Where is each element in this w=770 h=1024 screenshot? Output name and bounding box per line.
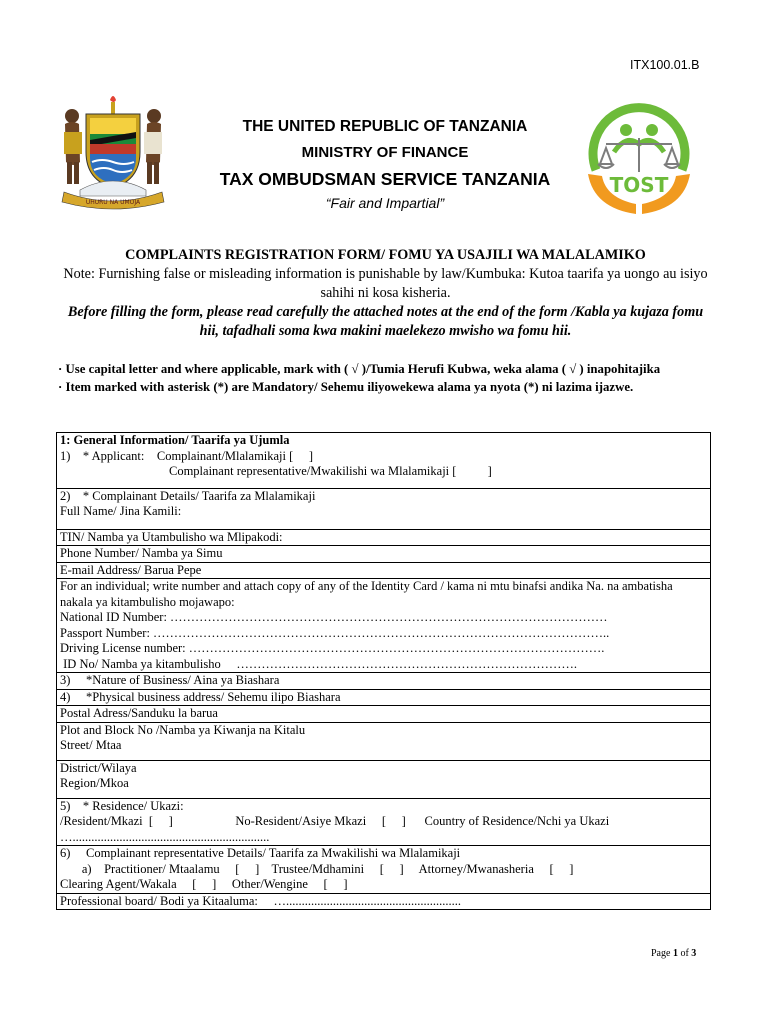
complaint-form-table <box>56 432 711 910</box>
applicant-representative-option[interactable]: Complainant representative/Mwakilishi wa Mlalamikaji [ ] <box>169 464 492 478</box>
full-name-field[interactable]: Full Name/ Jina Kamili: <box>60 504 182 518</box>
section-complainant-details <box>57 488 711 529</box>
instruction-capital-letters: · Use capital letter and where applicable, mark with ( √ )/Tumia Herufi Kubwa, weka alama ( √ ) inapohitajika <box>58 362 661 376</box>
nature-of-business-field[interactable]: 3) *Nature of Business/ Aina ya Biashara <box>57 673 711 690</box>
shield <box>86 114 140 188</box>
section-1-title: 1: General Information/ Taarifa ya Ujumla <box>60 433 290 447</box>
plot-block-field[interactable]: Plot and Block No /Namba ya Kiwanja na Kitalu <box>60 722 306 737</box>
residence-options[interactable]: /Resident/Mkazi [ ] No-Resident/Asiye Mkazi [ ] Country of Residence/Nchi ya Ukazi <box>60 814 610 828</box>
driving-license-field[interactable]: Driving License number: ………………………………………………………………………………………. <box>60 641 605 655</box>
instructions-list <box>58 360 713 396</box>
intro-block <box>58 246 713 341</box>
clearing-agent-other-options[interactable]: Clearing Agent/Wakala [ ] Other/Wengine [ ] <box>60 877 348 891</box>
tost-logo <box>578 92 700 227</box>
header-ministry: MINISTRY OF FINANCE <box>301 144 469 161</box>
plot-street-block <box>57 722 711 760</box>
tost-wordmark: TOST <box>609 173 669 197</box>
section-5-title: 5) * Residence/ Ukazi: <box>60 798 184 813</box>
header-republic: THE UNITED REPUBLIC OF TANZANIA <box>242 118 528 135</box>
page-number <box>651 948 696 959</box>
instruction-mandatory-fields: · Item marked with asterisk (*) are Mandatory/ Sehemu iliyowekewa alama ya nyota (*) ni lazima ijazwe. <box>58 380 634 394</box>
id-number-field[interactable]: ID No/ Namba ya kitambulisho ………………………………………………………………………. <box>60 656 577 671</box>
country-of-residence-dots[interactable]: …............................................................... <box>60 829 270 844</box>
form-code: ITX100.01.B <box>630 58 700 72</box>
read-notes-instruction: Before filling the form, please read carefully the attached notes at the end of the form /Kabla ya kujaza fomu hii, tafadhali soma kwa makini maelekezo mwisho wa fomu hii. <box>67 304 704 339</box>
region-field[interactable]: Region/Mkoa <box>60 776 129 790</box>
passport-field[interactable]: Passport Number: ……………………………………………………………………………………………….. <box>60 625 610 640</box>
phone-field[interactable]: Phone Number/ Namba ya Simu <box>57 546 711 563</box>
page-of: of <box>677 948 692 959</box>
representative-type-options[interactable]: a) Practitioner/ Mtaalamu [ ] Trustee/Mdhamini [ ] Attorney/Mwanasheria [ ] <box>60 861 574 876</box>
identity-card-block <box>57 579 711 673</box>
header-organization: TAX OMBUDSMAN SERVICE TANZANIA <box>219 169 551 189</box>
tin-field[interactable]: TIN/ Namba ya Utambulisho wa Mlipakodi: <box>57 529 711 546</box>
section-general-info <box>57 433 711 489</box>
page-label: Page <box>651 948 673 959</box>
scales-icon <box>598 138 680 172</box>
district-region-block <box>57 760 711 798</box>
district-field[interactable]: District/Wilaya <box>60 760 137 775</box>
residence-block <box>57 798 711 846</box>
current-page: 1 <box>672 948 678 959</box>
coat-of-arms-emblem <box>52 92 174 214</box>
applicant-complainant-option[interactable]: 1) * Applicant: Complainant/Mlalamikaji [ ] <box>60 448 314 463</box>
representative-details-block <box>57 846 711 894</box>
professional-board-field[interactable]: Professional board/ Bodi ya Kitaaluma: …........................................................ <box>57 893 711 910</box>
email-field[interactable]: E-mail Address/ Barua Pepe <box>57 562 711 579</box>
business-address-title: 4) *Physical business address/ Sehemu ilipo Biashara <box>57 689 711 706</box>
false-info-note: Note: Furnishing false or misleading information is punishable by law/Kumbuka: Kutoa taarifa ya uongo au isiyo sahihi ni kosa kisheria. <box>63 266 708 301</box>
section-2-title: 2) * Complainant Details/ Taarifa za Mlalamikaji <box>60 488 316 503</box>
left-supporter-figure <box>64 109 82 184</box>
individual-id-instruction: For an individual; write number and attach copy of any of the Identity Card / kama ni mtu binafsi andika Na. na ambatisha nakala ya kitambulisho mojawapo: <box>60 579 673 609</box>
national-id-field[interactable]: National ID Number: …………………………………………………………………………………………… <box>60 610 608 624</box>
section-6-title: 6) Complainant representative Details/ Taarifa za Mwakilishi wa Mlalamikaji <box>60 846 461 860</box>
form-title: COMPLAINTS REGISTRATION FORM/ FOMU YA USAJILI WA MALALAMIKO <box>125 247 646 263</box>
street-field[interactable]: Street/ Mtaa <box>60 738 122 752</box>
coat-motto: UHURU NA UMOJA <box>85 199 141 206</box>
header-motto: “Fair and Impartial” <box>325 195 445 211</box>
postal-address-field[interactable]: Postal Adress/Sanduku la barua <box>57 706 711 723</box>
total-pages: 3 <box>691 948 697 959</box>
